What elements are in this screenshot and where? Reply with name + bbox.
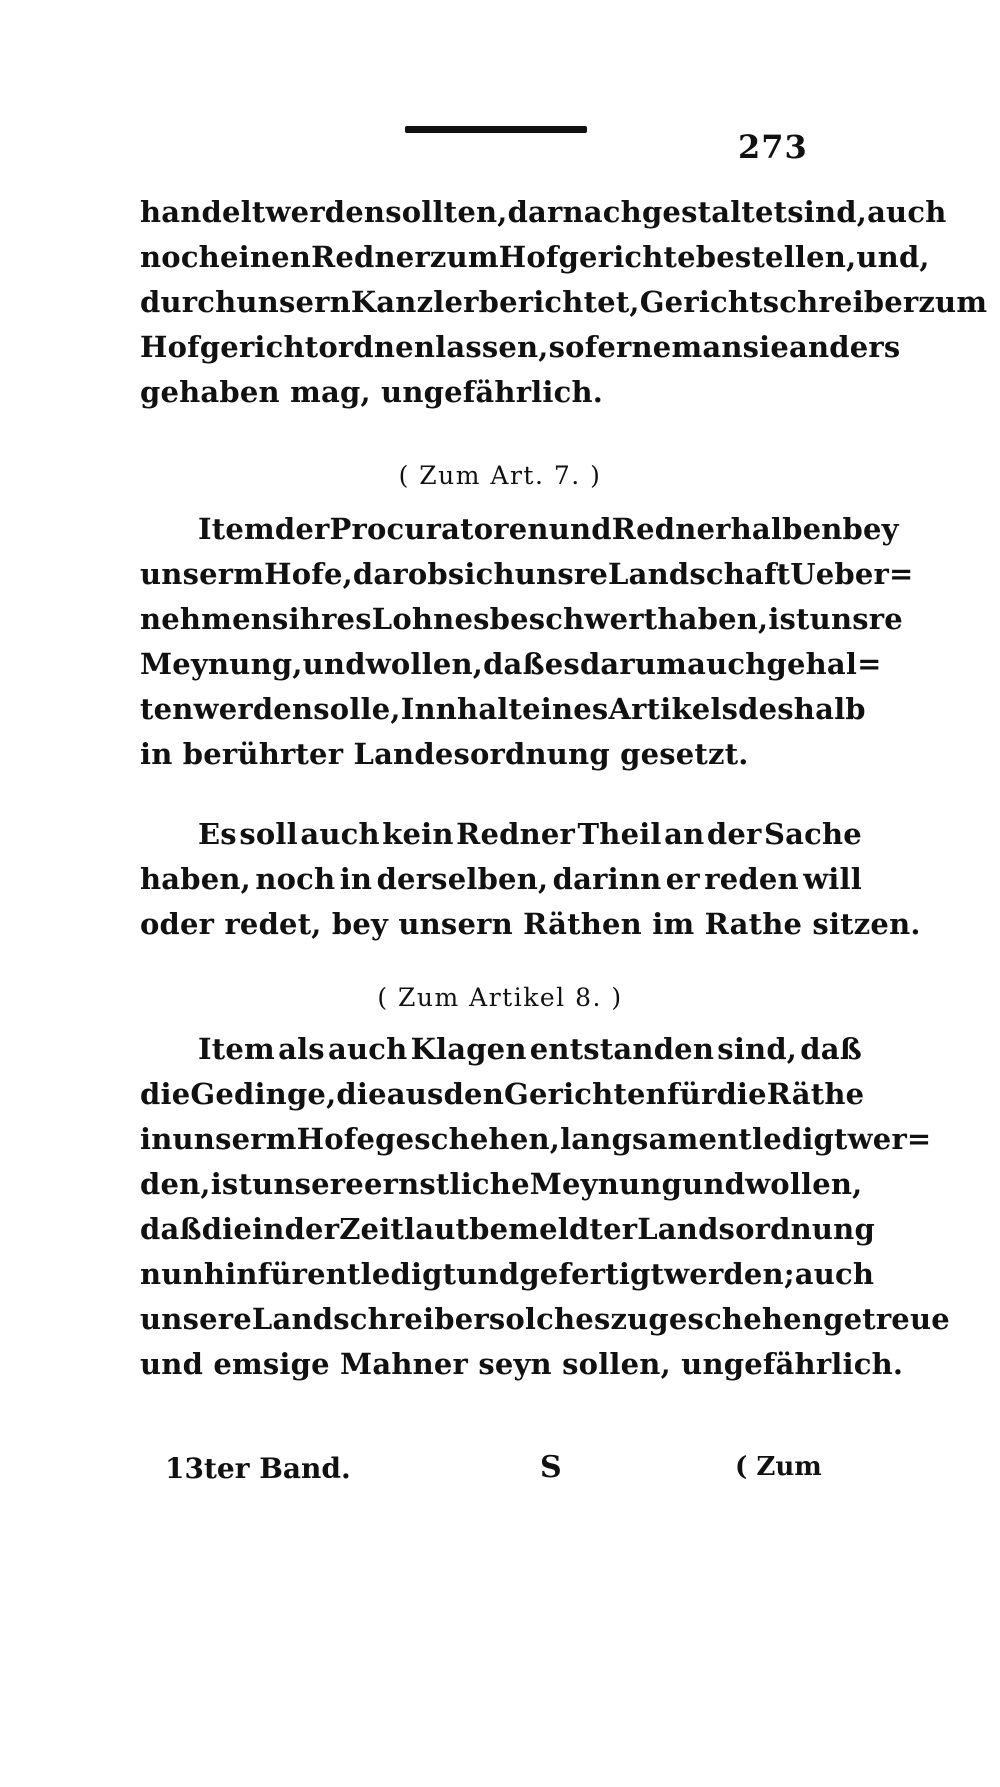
word: an (664, 817, 705, 851)
word: und, (856, 240, 930, 274)
word: Klagen (410, 1032, 527, 1066)
word: ernstliche (363, 1167, 530, 1201)
word: Artikels (608, 692, 739, 726)
word: sie (742, 330, 790, 364)
word: und (682, 1167, 746, 1201)
word: daß (800, 1032, 862, 1066)
word: nun (140, 1257, 204, 1291)
word: Procuratoren (329, 512, 549, 546)
word: die (716, 1077, 767, 1111)
word: handelt (140, 195, 266, 229)
word: bestellen, (695, 240, 857, 274)
word: unsre (514, 557, 608, 591)
word: gefertigt (519, 1257, 665, 1291)
word: halben (730, 512, 843, 546)
word: darnach (507, 195, 642, 229)
word: Kanzler (350, 285, 479, 319)
text-line (140, 1077, 865, 1111)
text-line (140, 240, 930, 274)
text-line (140, 195, 947, 229)
word: Meynung (529, 1167, 683, 1201)
text-line (140, 862, 862, 896)
word: unserm (140, 557, 265, 591)
text-line (198, 512, 899, 546)
word: Hofe, (264, 557, 353, 591)
word: Ueber= (790, 557, 914, 591)
word: in (140, 1122, 173, 1156)
text-line (140, 1302, 950, 1336)
word: unserm (172, 1122, 297, 1156)
text-line: gehaben mag, ungefährlich. (140, 375, 604, 409)
text-line (140, 557, 914, 591)
word: eines (522, 692, 609, 726)
sheet-mark: S (540, 1450, 562, 1485)
word: für (666, 1077, 717, 1111)
word: den (443, 1077, 504, 1111)
word: werden (193, 692, 314, 726)
word: will (803, 862, 862, 896)
word: berichtet, (478, 285, 640, 319)
word: wer= (847, 1122, 932, 1156)
text-line: oder redet, bey unsern Räthen im Rathe sitzen. (140, 907, 921, 941)
section-heading: ( Zum Art. 7. ) (398, 461, 602, 490)
word: geschehen (648, 1302, 824, 1336)
text-line (140, 330, 901, 364)
word: solches (488, 1302, 611, 1336)
word: unsre (809, 602, 903, 636)
word: die (140, 1077, 191, 1111)
page-number: 273 (738, 128, 808, 166)
word: daß (140, 1212, 202, 1246)
word: Lohnes (371, 602, 490, 636)
word: aus (386, 1077, 444, 1111)
word: und (456, 1257, 520, 1291)
word: die (336, 1077, 387, 1111)
word: lassen, (435, 330, 549, 364)
word: sich (447, 557, 515, 591)
word: ten (140, 692, 194, 726)
text-line (140, 1257, 875, 1291)
word: beschwert (489, 602, 658, 636)
header-rule (405, 126, 587, 133)
word: soll (239, 817, 298, 851)
word: Zeit (339, 1212, 405, 1246)
word: man (671, 330, 743, 364)
catchword: ( Zum (735, 1452, 822, 1482)
section-heading: ( Zum Artikel 8. ) (377, 983, 623, 1012)
word: in (339, 862, 373, 896)
word: bey (842, 512, 899, 546)
word: auch (300, 817, 380, 851)
word: und (548, 512, 612, 546)
text-line (140, 602, 903, 636)
word: nehmens (140, 602, 289, 636)
word: Item (198, 512, 275, 546)
word: ferne (584, 330, 672, 364)
word: sind, (787, 195, 868, 229)
word: anders (789, 330, 901, 364)
word: Es (198, 817, 237, 851)
word: ist (768, 602, 810, 636)
word: getreue (823, 1302, 950, 1336)
word: werden; (664, 1257, 795, 1291)
word: darinn (552, 862, 662, 896)
word: ordnen (318, 330, 436, 364)
word: unsern (236, 285, 351, 319)
word: unsere (252, 1167, 364, 1201)
word: wollen, (365, 647, 484, 681)
text-line (140, 692, 866, 726)
text-line (140, 1212, 875, 1246)
word: laut (404, 1212, 470, 1246)
text-line (140, 1167, 863, 1201)
word: Sache (764, 817, 862, 851)
word: Gedinge, (190, 1077, 337, 1111)
word: Redner (311, 240, 430, 274)
word: zu (610, 1302, 649, 1336)
word: Redner (456, 817, 576, 851)
word: Theil (577, 817, 662, 851)
word: Innhalt (400, 692, 523, 726)
word: geschehen, (375, 1122, 561, 1156)
text-line (198, 817, 862, 851)
word: Räthe (766, 1077, 865, 1111)
word: solle, (313, 692, 401, 726)
word: entledigt (307, 1257, 457, 1291)
word: Gerichten (503, 1077, 667, 1111)
word: er (665, 862, 700, 896)
word: der (274, 512, 330, 546)
word: Meynung, (140, 647, 303, 681)
text-line (140, 1122, 932, 1156)
word: der (706, 817, 762, 851)
word: Gerichtschreiber (639, 285, 919, 319)
word: auch (794, 1257, 875, 1291)
word: derselben, (376, 862, 549, 896)
word: die (201, 1212, 253, 1246)
word: und (302, 647, 366, 681)
word: so (548, 330, 585, 364)
word: der (284, 1212, 340, 1246)
word: sind, (717, 1032, 798, 1066)
word: Hofgerichte (498, 240, 696, 274)
word: unsere (140, 1302, 252, 1336)
word: kein (382, 817, 454, 851)
text-line (198, 1032, 862, 1066)
word: auch (867, 195, 947, 229)
word: sollten, (385, 195, 508, 229)
text-line: in berührter Landesordnung gesetzt. (140, 737, 749, 771)
word: zum (429, 240, 499, 274)
word: entledigt (698, 1122, 848, 1156)
word: zum (918, 285, 988, 319)
word: den, (140, 1167, 211, 1201)
word: Item (198, 1032, 275, 1066)
word: bemeldter (469, 1212, 638, 1246)
word: es (544, 647, 580, 681)
word: ihres (288, 602, 372, 636)
text-line (140, 647, 882, 681)
word: werden (265, 195, 386, 229)
word: noch (255, 862, 336, 896)
text-line: und emsige Mahner seyn sollen, ungefährlich. (140, 1347, 904, 1381)
word: in (252, 1212, 285, 1246)
word: Hofgericht (140, 330, 319, 364)
word: Landschreiber (251, 1302, 489, 1336)
word: noch (140, 240, 220, 274)
signature-mark: 13ter Band. (165, 1452, 351, 1485)
word: langsam (560, 1122, 699, 1156)
word: haben, (657, 602, 769, 636)
word: entstanden (529, 1032, 715, 1066)
word: ist (210, 1167, 253, 1201)
word: Landsordnung (637, 1212, 875, 1246)
word: gehal= (766, 647, 882, 681)
word: darum (579, 647, 688, 681)
text-line (140, 285, 988, 319)
word: gestaltet (641, 195, 788, 229)
word: haben, (140, 862, 251, 896)
word: als (278, 1032, 325, 1066)
word: auch (327, 1032, 408, 1066)
word: Redner (611, 512, 731, 546)
word: Hofe (296, 1122, 376, 1156)
word: wollen, (745, 1167, 863, 1201)
word: deshalb (738, 692, 866, 726)
word: hinfür (203, 1257, 308, 1291)
word: daß (483, 647, 545, 681)
word: einen (219, 240, 312, 274)
word: reden (704, 862, 799, 896)
word: auch (687, 647, 767, 681)
word: durch (140, 285, 237, 319)
word: darob (352, 557, 448, 591)
word: Landschaft (607, 557, 791, 591)
